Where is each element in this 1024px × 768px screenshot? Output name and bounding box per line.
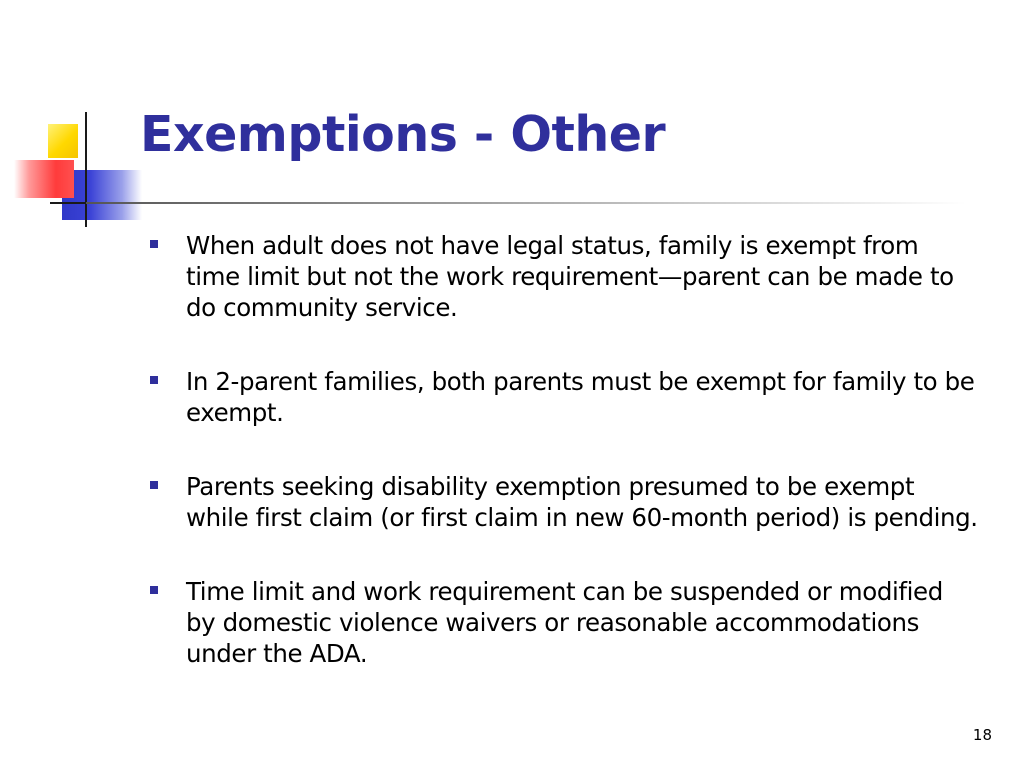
slide-title: Exemptions - Other [140, 106, 666, 163]
red-square-decoration [14, 160, 74, 198]
bullet-text: Time limit and work requirement can be suspended or modified by domestic violence waivers or reasonable accommodations under the ADA. [186, 577, 943, 668]
bullet-item [148, 471, 978, 533]
bullet-item [148, 366, 978, 428]
yellow-square-decoration [48, 124, 78, 158]
square-bullet-icon [150, 376, 158, 384]
blue-square-decoration [62, 170, 142, 220]
bullet-text: In 2-parent families, both parents must be exempt for family to be exempt. [186, 367, 975, 427]
title-underline-rule [86, 202, 966, 204]
vertical-line-decoration [85, 112, 87, 227]
bullet-item [148, 230, 978, 323]
bullet-list [148, 230, 978, 712]
decorative-squares-logo [0, 0, 150, 240]
bullet-text: When adult does not have legal status, family is exempt from time limit but not the work requirement—parent can be made to do community service. [186, 231, 954, 322]
square-bullet-icon [150, 240, 158, 248]
square-bullet-icon [150, 481, 158, 489]
square-bullet-icon [150, 586, 158, 594]
page-number: 18 [972, 726, 992, 744]
bullet-item [148, 576, 978, 669]
bullet-text: Parents seeking disability exemption presumed to be exempt while first claim (or first claim in new 60-month period) is pending. [186, 472, 978, 532]
